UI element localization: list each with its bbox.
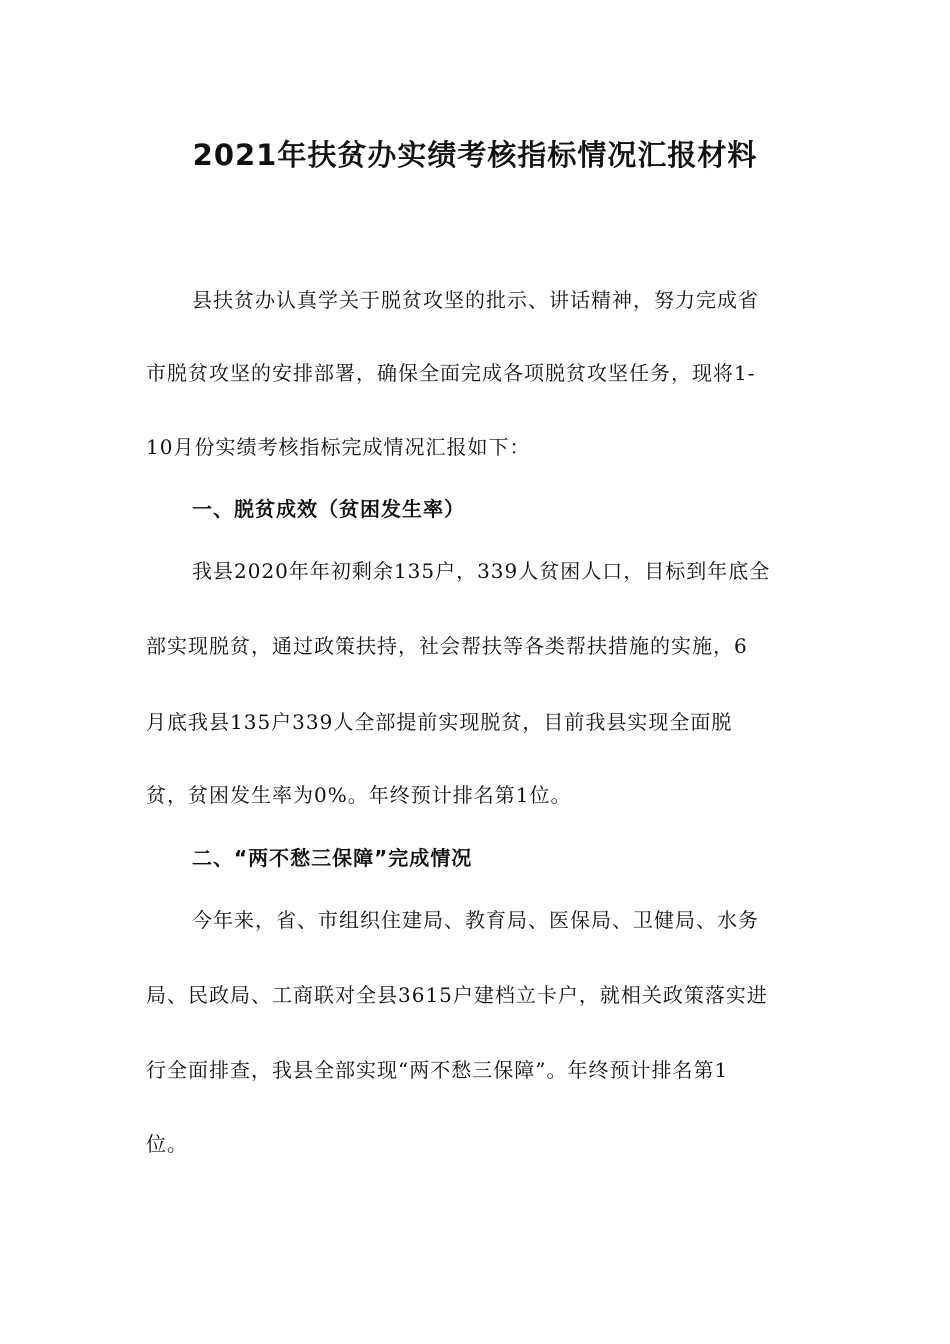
section-2-heading: 二、“两不愁三保障”完成情况 [192, 846, 473, 870]
intro-line-3: 10月份实绩考核指标完成情况汇报如下： [146, 435, 531, 459]
intro-line-2: 市脱贫攻坚的安排部署，确保全面完成各项脱贫攻坚任务，现将1- [146, 361, 756, 385]
section-1-line-1: 我县2020年年初剩余135户，339人贫困人口，目标到年底全 [192, 559, 771, 583]
section-2-line-2: 局、民政局、工商联对全县3615户建档立卡户，就相关政策落实进 [146, 983, 768, 1007]
section-2-line-4: 位。 [146, 1132, 188, 1156]
section-1-line-2: 部实现脱贫，通过政策扶持，社会帮扶等各类帮扶措施的实施，6 [146, 634, 748, 658]
section-2-line-3: 行全面排查，我县全部实现“两不愁三保障”。年终预计排名第1 [146, 1058, 729, 1082]
document-title: 2021年扶贫办实绩考核指标情况汇报材料 [192, 138, 758, 172]
intro-line-1: 县扶贫办认真学关于脱贫攻坚的批示、讲话精神，努力完成省 [192, 288, 759, 312]
section-1-line-3: 月底我县135户339人全部提前实现脱贫，目前我县实现全面脱 [146, 710, 733, 734]
section-2-line-1: 今年来，省、市组织住建局、教育局、医保局、卫健局、水务 [192, 908, 759, 932]
section-1-heading: 一、脱贫成效（贫困发生率） [192, 497, 465, 521]
section-1-line-4: 贫，贫困发生率为0%。年终预计排名第1位。 [146, 783, 572, 807]
